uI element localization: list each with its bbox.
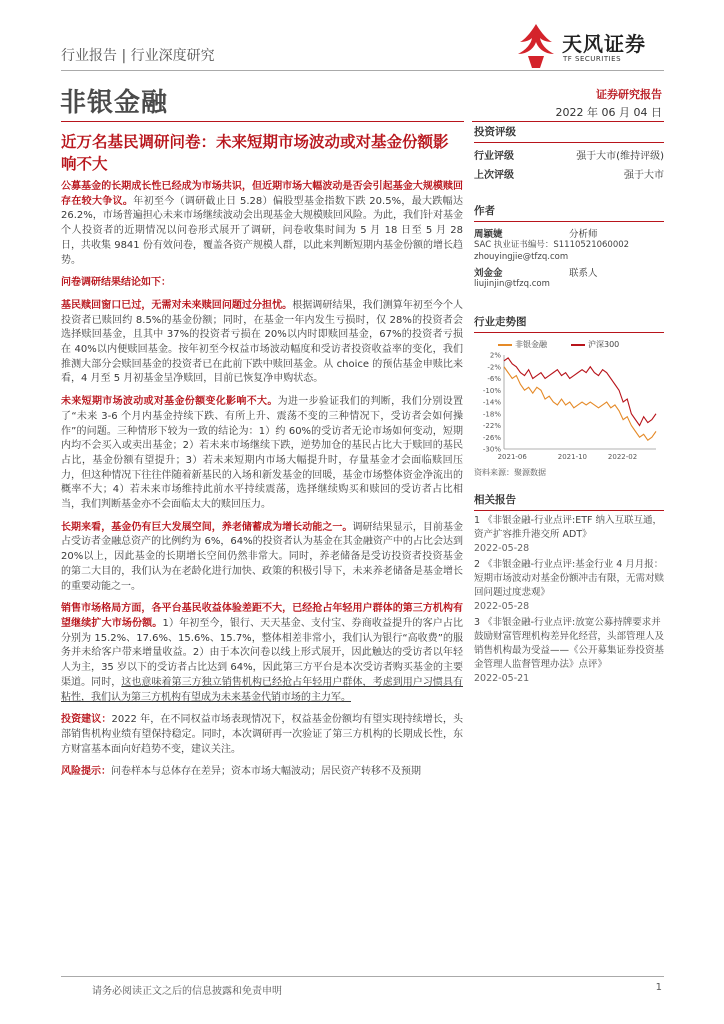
risk-warning-lead: 风险提示： xyxy=(61,766,111,778)
finding-redemption-lead: 基民赎回窗口已过，无需对未来赎回问题过分担忧。 xyxy=(61,299,293,311)
investment-advice-lead: 投资建议： xyxy=(61,714,112,726)
prev-rating-label: 上次评级 xyxy=(474,170,514,181)
brand-logo xyxy=(516,22,676,72)
main-column xyxy=(61,180,463,780)
x-tick-label: 2021-10 xyxy=(557,453,588,461)
industry-rating-label: 行业评级 xyxy=(474,151,514,162)
page-number: 1 xyxy=(655,982,662,993)
finding-channels-underlined: 这也意味着第三方独立销售机构已经抢占年轻用户群体，考虑到用户习惯具有粘性，我们认为第三方机构有望成为未来基金代销市场的主力军。 xyxy=(61,676,464,703)
rating-heading: 投资评级 xyxy=(474,126,516,138)
y-tick-label: -10% xyxy=(482,386,501,395)
finding-volatility-text: 为进一步验证我们的判断，我们分别设置了“未来 3-6 个月内基金持续下跌、有所上升、震荡不变的三种情况下，受访者会如何操作”的问题。三种情形下较为一致的结论为：1）约 60%的受访者无论市场如何变动，短期内均不会买入或卖出基金；2）若未来市场继续下跌，逆势加仓的基民占比大于赎回的基民占比，基金份额有望提升；3）若未来短期内市场大幅提升时，存量基金才会面临赎回压力，但这种情况下往往伴随着新基民的入场和新发基金的回暖，基金市场整体资金净流出的概率不大；4）若未来市场维持此前水平持续震荡，选择继续购买和赎回的受访者占比相当，我们判断基金亦不会面临太大的赎回压力。 xyxy=(61,396,464,511)
brand-name: 天风证券 xyxy=(562,32,646,56)
prev-rating-row xyxy=(474,166,664,181)
finding-longterm xyxy=(61,521,463,595)
brand-name-en: TF SECURITIES xyxy=(563,55,622,63)
author1-name: 周颖婕 xyxy=(474,229,503,240)
y-tick-label: -26% xyxy=(482,433,501,442)
report-type: 证券研究报告 xyxy=(596,88,662,101)
related-report-2-date: 2022-05-28 xyxy=(474,601,530,612)
industry-name: 非银金融 xyxy=(60,88,169,118)
sidebar-divider-top xyxy=(472,121,664,122)
trend-chart-svg xyxy=(474,337,664,465)
finding-redemption xyxy=(61,299,463,387)
finding-volatility-lead: 未来短期市场波动或对基金份额变化影响不大。 xyxy=(61,396,278,408)
summary-text: 年初至今（调研截止日 5.28）偏股型基金指数下跌 20.5%，最大跌幅达 26.2%，市场普遍担心未来市场继续波动会出现基金大规模赎回风险。为此，我们针对基金个人投资者的近期情况以问卷形式展开了调研，问卷收集时间为 5 月 18 日至 5 月 28 日，共收集 9841 份有效问卷，覆盖各资产规模人群，以此来判断短期内基金份额的增长趋势。 xyxy=(61,195,464,266)
author2-title: 联系人 xyxy=(569,268,598,279)
series-line-1 xyxy=(504,367,656,440)
author-heading: 作者 xyxy=(474,205,495,217)
footer-disclaimer: 请务必阅读正文之后的信息披露和免责申明 xyxy=(92,986,282,997)
y-tick-label: -2% xyxy=(487,363,501,372)
finding-channels-lead: 销售市场格局方面，各平台基民收益体验差距不大，已经抢占年轻用户群体的第三方机构有望继续扩大市场份额。 xyxy=(61,603,463,629)
legend-label-1: 非银金融 xyxy=(515,340,547,349)
trend-chart xyxy=(474,337,664,465)
y-tick-label: -14% xyxy=(482,398,501,407)
series-line-2 xyxy=(504,358,656,426)
related-report-1-date: 2022-05-28 xyxy=(474,543,530,554)
investment-advice-text: 2022 年，在不同权益市场表现情况下，权益基金份额均有望实现持续增长，头部销售机构业绩有望保持稳定。同时，本次调研再一次验证了第三方机构的长期成长性，东方财富基本面向好趋势不变，建议关注。 xyxy=(61,714,464,755)
author1-sac: SAC 执业证书编号：S1110521060002 xyxy=(474,240,630,250)
report-category: 行业报告 | 行业深度研究 xyxy=(61,48,215,64)
chart-source: 资料来源：聚源数据 xyxy=(474,468,546,477)
y-tick-label: -18% xyxy=(482,410,501,419)
section-title-text: 问卷调研结果结论如下： xyxy=(61,277,171,289)
legend-label-2: 沪深300 xyxy=(588,340,620,349)
risk-warning xyxy=(61,765,463,780)
related-report-1-text: 1 《非银金融-行业点评:ETF 纳入互联互通，资产扩容推升港交所 ADT》 xyxy=(474,515,662,540)
finding-redemption-text: 根据调研结果，我们测算年初至今个人投资者已赎回约 8.5%的基金份额；同时，在基金一年内发生亏损时，仅 28%的投资者会选择赎回基金，且其中 37%的投资者亏损在 20%以内时即赎回基金，67%的投资者亏损在 40%以内便赎回基金。按年初至今权益市场波动幅度和受访者投资收益率的变化，我们推测大部分会赎回基金的投资者已在此前下跌中赎回基金。从 choice 的预估基金申赎比来看，4 月至 5 月初基金呈净赎回，目前已恢复净申购状态。 xyxy=(61,299,464,385)
report-title: 近万名基民调研问卷：未来短期市场波动或对基金份额影响不大 xyxy=(61,133,449,173)
related-report-3-text: 3 《非银金融-行业点评:放宽公募持牌要求并鼓励财富管理机构差异化经营，头部管理人及销售机构最为受益——《公开募集证券投资基金管理人监督管理办法》点评》 xyxy=(474,617,665,670)
finding-longterm-lead: 长期来看，基金仍有巨大发展空间，养老储蓄成为增长动能之一。 xyxy=(61,521,353,533)
title-divider xyxy=(61,121,464,122)
author2-name: 刘金金 xyxy=(474,268,503,279)
trend-heading: 行业走势图 xyxy=(474,316,527,328)
author1-title: 分析师 xyxy=(569,229,598,240)
summary-lead: 公募基金的长期成长性已经成为市场共识，但近期市场大幅波动是否会引起基金大规模赎回存在较大争议。 xyxy=(61,181,463,207)
related-report-3-date: 2022-05-21 xyxy=(474,673,530,684)
finding-channels-text: 1）年初至今，银行、天天基金、支付宝、券商收益提升的客户占比分别为 15.2%、17.6%、15.6%、15.7%，整体相差非常小，我们认为银行“高收费”的服务并未给客户带来增量收益。2）由于本次问卷以线上形式展开，因此触达的受访者以年轻人为主，35 岁以下的受访者占比达到 64%，因此第三方平台是本次受访者购买基金的主要渠道。同时， xyxy=(61,617,463,688)
author1-email: zhouyingjie@tfzq.com xyxy=(474,252,569,262)
industry-rating-row xyxy=(474,147,664,162)
sidebar xyxy=(474,124,664,686)
investment-advice xyxy=(61,713,463,757)
related-report-2[interactable] xyxy=(474,558,664,614)
y-tick-label: 2% xyxy=(489,351,501,360)
related-heading: 相关报告 xyxy=(474,494,516,506)
industry-rating-value: 强于大市(维持评级) xyxy=(576,151,664,162)
brand-logo-icon xyxy=(516,24,556,68)
y-tick-label: -22% xyxy=(482,422,501,430)
x-tick-label: 2022-02 xyxy=(607,453,638,461)
section-title xyxy=(61,276,463,291)
related-report-2-text: 2 《非银金融-行业点评:基金行业 4 月月报：短期市场波动对基金份额冲击有限，无需对赎回问题过度悲观》 xyxy=(474,559,665,598)
author2-email: liujinjin@tfzq.com xyxy=(474,279,550,289)
footer-divider xyxy=(61,976,664,977)
summary-paragraph xyxy=(61,180,463,268)
prev-rating-value: 强于大市 xyxy=(624,170,664,181)
finding-longterm-text: 调研结果显示，目前基金占受访者金融总资产的比例约为 6%，64%的投资者认为基金在其金融资产中的占比会达到 20%以上，因此基金的长期增长空间仍然非常大。同时，养老储备是受访投资者投资基金的第二大目的，我们认为在老龄化进行加快、政策的积极引导下，未来养老储备是基金增长的重要动能之一。 xyxy=(61,521,464,592)
y-tick-label: -6% xyxy=(487,375,501,383)
risk-warning-text: 问卷样本与总体存在差异；资本市场大幅波动；居民资产转移不及预期 xyxy=(111,766,421,778)
finding-channels xyxy=(61,602,463,705)
related-report-1[interactable] xyxy=(474,514,664,556)
y-tick-label: -30% xyxy=(482,445,501,454)
finding-volatility xyxy=(61,395,463,513)
related-report-3[interactable] xyxy=(474,616,664,686)
report-date: 2022 年 06 月 04 日 xyxy=(555,106,662,119)
x-tick-label: 2021-06 xyxy=(497,453,527,461)
header-divider xyxy=(61,70,664,71)
